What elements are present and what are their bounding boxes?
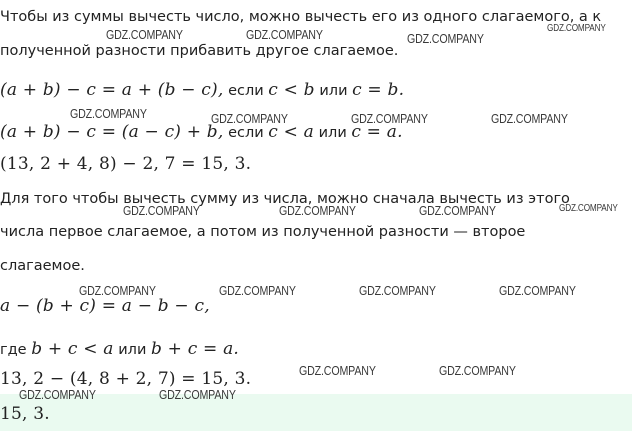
watermark: GDZ.COMPANY bbox=[439, 363, 516, 378]
watermark: GDZ.COMPANY bbox=[491, 111, 568, 126]
formula-1 bbox=[0, 81, 404, 100]
formula-2-cond-1: c < a bbox=[268, 122, 315, 142]
answer bbox=[0, 405, 50, 423]
watermark: GDZ.COMPANY bbox=[547, 23, 606, 34]
formula-2 bbox=[0, 123, 403, 142]
watermark: GDZ.COMPANY bbox=[106, 27, 183, 42]
formula-3-cond-2: b + c = a. bbox=[150, 339, 240, 359]
formula-2-or: или bbox=[314, 125, 352, 141]
watermark: GDZ.COMPANY bbox=[159, 387, 236, 402]
example-1 bbox=[0, 155, 251, 173]
watermark: GDZ.COMPANY bbox=[70, 106, 147, 121]
watermark: GDZ.COMPANY bbox=[359, 283, 436, 298]
formula-3-math: a − (b + c) = a − b − c, bbox=[0, 296, 210, 316]
rule-2-line-2: числа первое слагаемое, а потом из полученной разности — второе bbox=[0, 224, 526, 240]
formula-3-condition bbox=[0, 340, 239, 359]
example-1-math: (13, 2 + 4, 8) − 2, 7 = 15, 3. bbox=[0, 154, 252, 174]
rule-1-line-2: полученной разности прибавить другое слагаемое. bbox=[0, 43, 399, 59]
formula-1-math: (a + b) − c = a + (b − c), bbox=[0, 80, 224, 100]
watermark: GDZ.COMPANY bbox=[299, 363, 376, 378]
formula-1-cond-1: c < b bbox=[268, 80, 315, 100]
formula-1-or: или bbox=[314, 83, 353, 99]
rule-1-line-1: Чтобы из суммы вычесть число, можно вычесть его из одного слагаемого, а к bbox=[0, 9, 602, 25]
watermark: GDZ.COMPANY bbox=[419, 203, 496, 218]
formula-3 bbox=[0, 297, 210, 315]
watermark: GDZ.COMPANY bbox=[211, 111, 288, 126]
formula-2-if: если bbox=[223, 125, 269, 141]
formula-3-where: где bbox=[0, 342, 32, 358]
formula-3-or: или bbox=[113, 342, 151, 358]
watermark: GDZ.COMPANY bbox=[279, 203, 356, 218]
watermark: GDZ.COMPANY bbox=[79, 283, 156, 298]
watermark: GDZ.COMPANY bbox=[219, 283, 296, 298]
formula-1-if: если bbox=[223, 83, 269, 99]
example-2-math: 13, 2 − (4, 8 + 2, 7) = 15, 3. bbox=[0, 369, 252, 389]
example-2 bbox=[0, 370, 251, 388]
watermark: GDZ.COMPANY bbox=[559, 203, 618, 214]
watermark: GDZ.COMPANY bbox=[19, 387, 96, 402]
rule-2-line-1: Для того чтобы вычесть сумму из числа, можно сначала вычесть из этого bbox=[0, 191, 570, 207]
formula-2-cond-2: c = a. bbox=[351, 122, 403, 142]
formula-1-cond-2: c = b. bbox=[352, 80, 405, 100]
watermark: GDZ.COMPANY bbox=[499, 283, 576, 298]
watermark: GDZ.COMPANY bbox=[246, 27, 323, 42]
answer-value: 15, 3. bbox=[0, 404, 50, 424]
formula-3-cond-1: b + c < a bbox=[31, 339, 114, 359]
formula-2-math: (a + b) − c = (a − c) + b, bbox=[0, 122, 224, 142]
watermark: GDZ.COMPANY bbox=[123, 203, 200, 218]
rule-2-line-3: слагаемое. bbox=[0, 258, 85, 274]
watermark: GDZ.COMPANY bbox=[351, 111, 428, 126]
watermark: GDZ.COMPANY bbox=[407, 31, 484, 46]
